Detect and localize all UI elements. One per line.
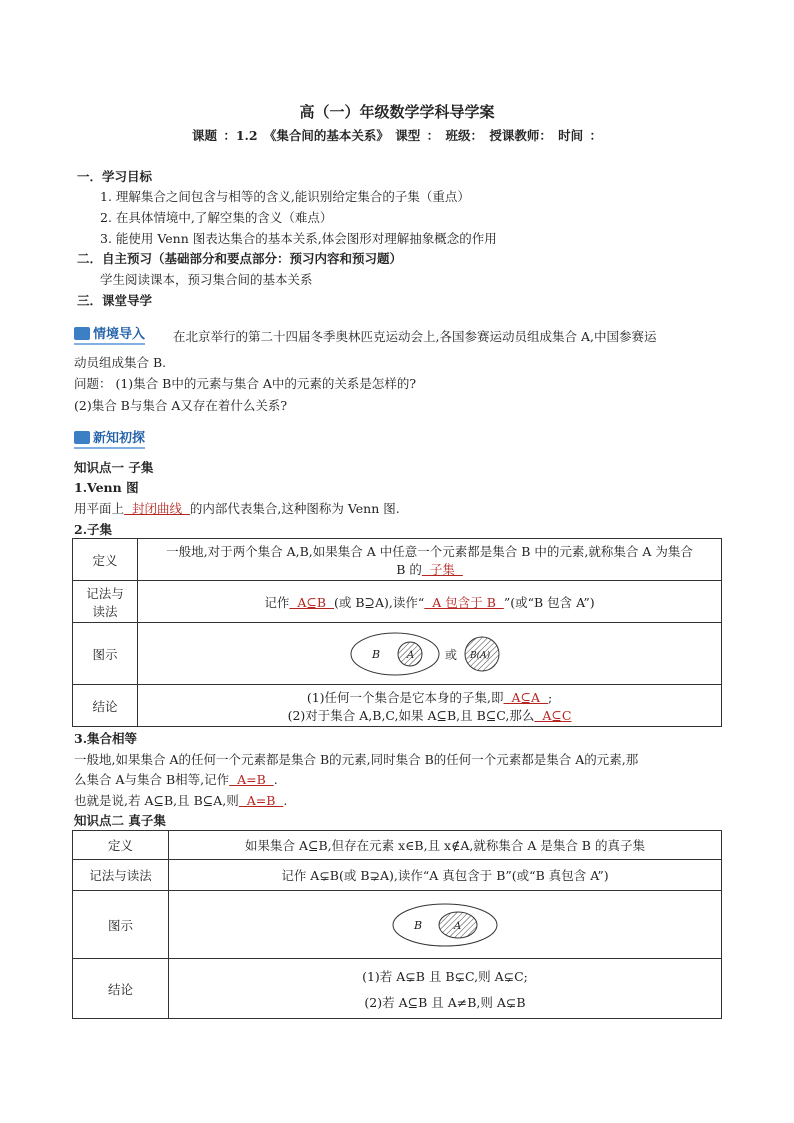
goal-item: 2. 在具体情境中,了解空集的含义（难点）: [100, 210, 333, 225]
venn-sentence: 用平面上 封闭曲线 的内部代表集合,这种图称为 Venn 图.: [74, 501, 400, 516]
answer-blank: A⊆A: [503, 689, 548, 705]
section-heading-goals: 一．学习目标: [77, 169, 153, 184]
kp2-heading: 知识点二 真子集: [74, 813, 166, 828]
venn-label-A: A: [454, 920, 462, 932]
question-2: (2)集合 B与集合 A又存在着什么关系?: [74, 398, 288, 413]
answer-blank: 封闭曲线: [124, 501, 190, 516]
venn-label-A: A: [406, 649, 414, 661]
kp1-heading: 知识点一 子集: [74, 460, 154, 475]
equal-line1: 一般地,如果集合 A的任何一个元素都是集合 B的元素,同时集合 B的任何一个元素都是集合 A的元素,那: [74, 752, 639, 767]
proper-subset-venn-diagram: [390, 900, 500, 950]
tag-underline: [74, 447, 145, 449]
situation-tag: 情境导入: [74, 323, 145, 345]
answer-blank: A 包含于 B: [424, 594, 504, 610]
preview-text: 学生阅读课本，预习集合间的基本关系: [100, 272, 313, 287]
section-heading-preview: 二．自主预习（基础部分和要点部分：预习内容和预习题）: [77, 251, 403, 266]
lesson-info: 课题 ：1.2 《集合间的基本关系》 课型 ： 班级： 授课教师： 时间 ：: [191, 128, 603, 143]
def-cell: 一般地,对于两个集合 A,B,如果集合 A 中任意一个元素都是集合 B 中的元素,就称集合 A 为集合 B 的 子集: [138, 539, 722, 581]
proper-subset-table: [72, 830, 722, 1019]
notation-cell: 记作 A⊊B(或 B⊋A),读作“A 真包含于 B”(或“B 真包含 A”): [169, 860, 722, 891]
diagram-cell: [138, 623, 722, 685]
equal-line3: 也就是说,若 A⊆B,且 B⊆A,则 A=B .: [74, 793, 288, 808]
def-label: 定义: [73, 539, 138, 581]
answer-blank: A=B: [229, 772, 274, 787]
equal-line2: 么集合 A与集合 B相等,记作 A=B .: [74, 772, 278, 787]
notation-label: 记法与 读法: [73, 581, 138, 623]
venn-label-B: B: [371, 647, 380, 661]
situation-line1: 在北京举行的第二十四届冬季奥林匹克运动会上,各国参赛运动员组成集合 A,中国参赛运: [173, 329, 657, 344]
venn-label-BA: B(A): [469, 650, 490, 661]
venn-label-B: B: [414, 918, 423, 932]
book-icon: [74, 431, 90, 444]
diagram-cell: [169, 891, 722, 959]
diagram-label: 图示: [73, 891, 169, 959]
conclusion-cell: (1)任何一个集合是它本身的子集,即 A⊆A ; (2)对于集合 A,B,C,如果 A⊆B,且 B⊆C,那么 A⊆C: [138, 685, 722, 727]
conclusion-cell: (1)若 A⊊B 且 B⊊C,则 A⊊C; (2)若 A⊆B 且 A≠B,则 A⊊B: [169, 959, 722, 1019]
question-1: 问题： (1)集合 B中的元素与集合 A中的元素的关系是怎样的?: [74, 376, 417, 391]
newknow-tag: 新知初探: [74, 427, 145, 449]
answer-blank: A=B: [238, 793, 284, 808]
subset-heading: 2.子集: [74, 522, 113, 537]
answer-blank: A⊆C: [534, 707, 572, 723]
subset-venn-diagram: [350, 628, 510, 680]
equal-heading: 3.集合相等: [74, 731, 138, 746]
book-icon: [74, 327, 90, 340]
conclusion-label: 结论: [73, 685, 138, 727]
page-title: 高（一）年级数学学科导学案: [299, 103, 495, 121]
answer-blank: 子集: [421, 561, 463, 577]
tag-underline: [74, 343, 145, 345]
def-cell: 如果集合 A⊆B,但存在元素 x∈B,且 x∉A,就称集合 A 是集合 B 的真子集: [169, 831, 722, 860]
def-label: 定义: [73, 831, 169, 860]
goal-item: 3. 能使用 Venn 图表达集合的基本关系,体会图形对理解抽象概念的作用: [100, 231, 497, 246]
situation-line2: 动员组成集合 B.: [74, 355, 167, 370]
venn-or: 或: [444, 647, 457, 662]
diagram-label: 图示: [73, 623, 138, 685]
notation-label: 记法与读法: [73, 860, 169, 891]
conclusion-label: 结论: [73, 959, 169, 1019]
section-heading-classroom: 三．课堂导学: [77, 293, 153, 308]
answer-blank: A⊆B: [289, 594, 334, 610]
goal-item: 1. 理解集合之间包含与相等的含义,能识别给定集合的子集（重点）: [100, 189, 470, 204]
venn-heading: 1.Venn 图: [74, 480, 139, 495]
subset-table: [72, 538, 722, 727]
notation-cell: 记作 A⊆B (或 B⊇A),读作“ A 包含于 B ”(或“B 包含 A”): [138, 581, 722, 623]
